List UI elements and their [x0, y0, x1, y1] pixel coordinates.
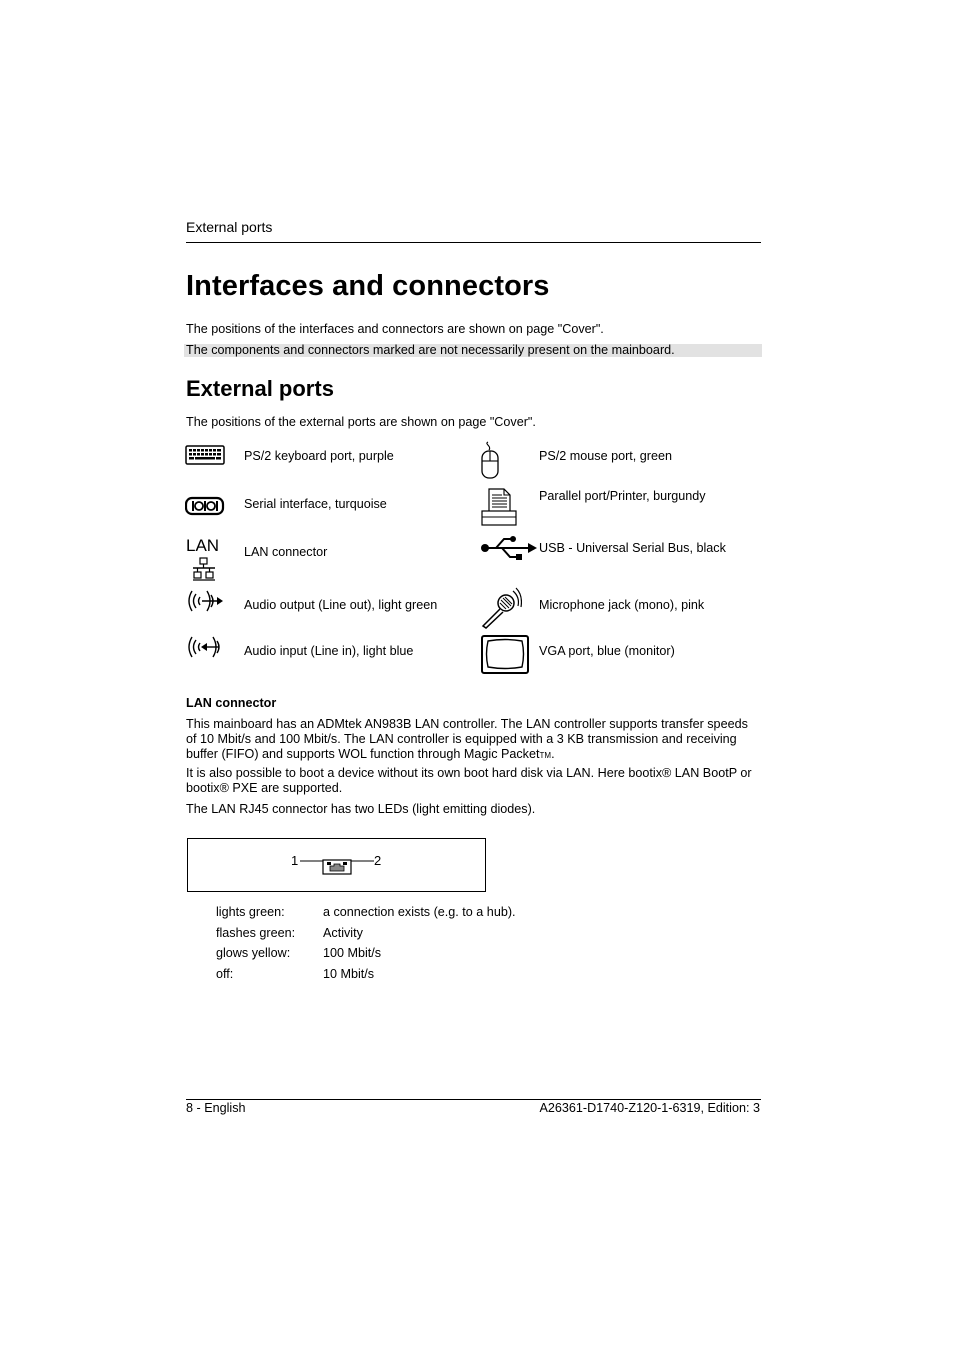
led-state-desc: Activity — [323, 926, 363, 940]
port-label-keyboard: PS/2 keyboard port, purple — [244, 449, 394, 463]
lan-paragraph-3: The LAN RJ45 connector has two LEDs (light emitting diodes). — [186, 802, 536, 816]
footer-divider — [186, 1099, 761, 1100]
led-state-term: off: — [216, 967, 234, 981]
section-heading-external-ports: External ports — [186, 376, 334, 401]
led-1-label: 1 — [291, 853, 299, 868]
port-label-audio-out: Audio output (Line out), light green — [244, 598, 438, 612]
keyboard-icon — [185, 445, 225, 465]
page-title: Interfaces and connectors — [186, 270, 550, 302]
audio-in-icon — [185, 634, 225, 660]
microphone-icon — [480, 587, 522, 629]
port-label-lan: LAN connector — [244, 545, 328, 559]
mouse-icon — [480, 441, 502, 481]
led-state-term: flashes green: — [216, 926, 296, 940]
rj45-connector-icon — [298, 852, 378, 878]
audio-out-icon — [185, 588, 225, 614]
lan-paragraph-2: It is also possible to boot a device without its own boot hard disk via LAN. Here bootix® LAN BootP or bootix® PXE are supported. — [186, 766, 752, 795]
led-state-desc: 100 Mbit/s — [323, 946, 382, 960]
led-state-desc: 10 Mbit/s — [323, 967, 375, 981]
port-label-usb: USB - Universal Serial Bus, black — [539, 541, 726, 555]
printer-icon — [480, 487, 518, 529]
footer-page-number: 8 - English — [186, 1101, 246, 1115]
port-label-audio-in: Audio input (Line in), light blue — [244, 644, 414, 658]
usb-icon — [480, 535, 538, 563]
header-divider — [186, 242, 761, 243]
lan-paragraph-1: This mainboard has an ADMtek AN983B LAN controller. The LAN controller supports transfer speeds of 10 Mbit/s and 100 Mbit/s. The LAN controller is equipped with a 3 KB transmission and receiving buffer (FIFO) and supports WOL function through Magic PacketTM. — [186, 717, 748, 761]
led-state-desc: a connection exists (e.g. to a hub). — [323, 905, 516, 919]
footer-document-id: A26361-D1740-Z120-1-6319, Edition: 3 — [539, 1101, 760, 1115]
port-label-vga: VGA port, blue (monitor) — [539, 644, 675, 658]
lan-network-icon — [192, 557, 216, 581]
intro-paragraph: The positions of the interfaces and connectors are shown on page "Cover". — [186, 322, 604, 336]
note-text: The components and connectors marked are not necessarily present on the mainboard. — [186, 343, 675, 357]
led-state-term: lights green: — [216, 905, 285, 919]
serial-port-icon — [185, 496, 225, 516]
port-label-serial: Serial interface, turquoise — [244, 497, 387, 511]
led-2-label: 2 — [374, 853, 382, 868]
port-label-mouse: PS/2 mouse port, green — [539, 449, 673, 463]
lan-icon-text: LAN — [186, 536, 220, 555]
monitor-icon — [481, 635, 529, 675]
port-label-parallel: Parallel port/Printer, burgundy — [539, 489, 706, 503]
port-label-microphone: Microphone jack (mono), pink — [539, 598, 705, 612]
led-state-term: glows yellow: — [216, 946, 291, 960]
subheading-lan-connector: LAN connector — [186, 696, 277, 710]
external-ports-intro: The positions of the external ports are shown on page "Cover". — [186, 415, 536, 429]
running-head: External ports — [186, 219, 273, 235]
